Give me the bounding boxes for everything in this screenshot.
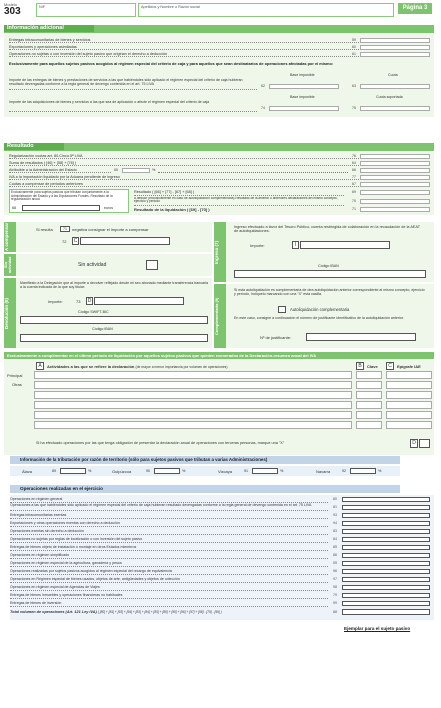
sin-actividad-text: Sin actividad (78, 262, 107, 268)
box-num-90: 90 (146, 469, 150, 473)
box-num-63: 63 (352, 84, 356, 88)
box-num-91: 91 (244, 469, 248, 473)
a-compensar-tab (4, 222, 16, 252)
box-83-input[interactable] (342, 529, 430, 534)
actividad-row-principal[interactable] (34, 371, 352, 379)
box-75-input[interactable] (360, 106, 430, 111)
box-60-input[interactable] (360, 45, 430, 50)
box-64-input[interactable] (360, 161, 430, 166)
box-71-input[interactable] (360, 207, 430, 212)
res-row-77: IVA a la importación liquidado por la Aduana pendiente de ingreso (9, 175, 377, 180)
ej-row-86: Operaciones en régimen simplificado (10, 553, 328, 559)
ej-row-93: Entregas intracomunitarias exentas (10, 513, 328, 519)
letter-c: C (386, 362, 394, 370)
ingreso-tab (214, 222, 226, 282)
pct-91: % (280, 469, 284, 473)
ultimo-periodo-title: Exclusivamente a cumplimentar en el último periodo de liquidación por aquellos sujetos pasivos que queden exonerados de la Declaración-resumen anual del IVA (7, 353, 317, 358)
box-num-80: 80 (333, 497, 337, 501)
box-num-97: 97 (333, 577, 337, 581)
box-num-64: 64 (352, 161, 356, 165)
ingreso-text: Ingreso efectuado a favor del Tesoro Público, cuenta restringida de colaboración en la recaudación de la AEAT de autoliquidaciones. (234, 225, 420, 234)
resultado-header (4, 143, 434, 151)
res-row-69: Resultado ( [66] + [77] - [67] + [68] ) (134, 190, 344, 196)
sin-actividad-vert-label: Sin actividad (4, 256, 12, 274)
clave-row-otras-1[interactable] (356, 381, 382, 389)
clave-row-otras-3[interactable] (356, 401, 382, 409)
col-base-2: Base imponible (290, 95, 315, 99)
euros-label: euros (104, 206, 113, 210)
ejercicio-header (10, 485, 400, 493)
box-num-88: 88 (333, 610, 337, 614)
ej-row-99: Entregas de bienes de inversión (10, 601, 328, 607)
caja-row-62: Importe de las entregas de bienes y prestaciones de servicios a las que habiéndoles sido aplicado el régimen especial del criterio de caja hubieran resultado devengadas conforme a la regla general de devengo contenida en el art. 75 LIVA (9, 78, 257, 90)
actividades-title: Actividades a las que se refiere la declaración (47, 364, 135, 369)
clave-row-principal[interactable] (356, 371, 382, 379)
actividades-label (47, 364, 228, 369)
letter-b: B (356, 362, 364, 370)
swift-label: Código SWIFT-BIC (78, 310, 109, 314)
box-86-input[interactable] (342, 553, 430, 558)
ej-row-85: Entregas de bienes objeto de instalación o montaje en otros Estados miembros (10, 545, 328, 551)
box-90-input[interactable] (154, 468, 180, 474)
nif-field[interactable] (36, 3, 136, 17)
terceros-checkbox[interactable] (419, 439, 430, 448)
res-row-76: Regularización cuotas art. 80.Cinco.5ª LIVA (9, 154, 377, 159)
ingreso-section (226, 222, 434, 282)
devolucion-label: Devolución (8) (4, 297, 9, 329)
box-93-input[interactable] (342, 513, 430, 518)
box-77-input[interactable] (360, 175, 430, 180)
ej-row-98: Operaciones en régimen especial de Agencias de Viajes (10, 585, 328, 591)
actividad-row-otras-3[interactable] (34, 401, 352, 409)
box-num-77: 77 (352, 175, 356, 179)
resultado-title: Resultado (4, 143, 64, 150)
col-base-1: Base imponible (290, 73, 315, 77)
nif-label: NIF (39, 5, 46, 9)
ingreso-label: Ingreso (7) (214, 240, 219, 264)
box-66-input[interactable] (360, 168, 430, 173)
box-num-95: 95 (333, 561, 337, 565)
info-row-60: Exportaciones y operaciones asimiladas (9, 45, 377, 50)
box-num-85: 85 (333, 545, 337, 549)
box-61-input[interactable] (360, 52, 430, 57)
page-label: Página 3 (402, 5, 428, 11)
box-92-input[interactable] (350, 468, 376, 474)
epigrafe-row-otras-4[interactable] (386, 411, 432, 419)
box-num-73: 73 (76, 299, 81, 304)
modelo-label: Modelo (4, 2, 18, 7)
devolucion-letter-d: D (87, 298, 92, 304)
box-num-86: 86 (333, 553, 337, 557)
box-88-input[interactable] (342, 609, 430, 615)
box-num-69: 69 (352, 190, 356, 194)
clave-row-otras-4[interactable] (356, 411, 382, 419)
ej-row-80: Operaciones en régimen general (10, 497, 328, 503)
ingreso-importe: Importe: (250, 243, 265, 248)
box-99-input[interactable] (342, 601, 430, 606)
epigrafe-label: Epígrafe IAE (397, 364, 421, 369)
box-num-89: 89 (52, 469, 56, 473)
caja-note: Exclusivamente para aquellos sujetos pasivos acogidos al régimen especial del criterio de caja y para aquellos que sean destinatarios de operaciones afectadas por el mismo: (9, 61, 334, 66)
box-95-input[interactable] (342, 561, 430, 566)
box-num-61: 61 (352, 52, 356, 56)
box-80-input[interactable] (342, 497, 430, 502)
info-adicional-header (4, 25, 434, 33)
ingreso-importe-input[interactable] (300, 241, 390, 249)
box-89-input[interactable] (60, 468, 86, 474)
sin-actividad-tab (4, 254, 16, 276)
box-num-96: 96 (333, 569, 337, 573)
box-num-81: 81 (333, 505, 337, 509)
a-compensar-section (16, 222, 212, 252)
compensar-num: 71 (60, 226, 70, 232)
devolucion-tab (4, 278, 16, 348)
complementaria-text2: En este caso, consigne a continuación el número de justificante identificativo de la autoliquidación anterior. (234, 316, 404, 320)
complementaria-section (226, 284, 434, 348)
complementaria-checkbox[interactable] (278, 306, 286, 313)
box-num-99: 99 (333, 601, 337, 605)
alava-label: Álava (22, 469, 33, 474)
actividad-row-otras-4[interactable] (34, 411, 352, 419)
complementaria-tab (214, 284, 226, 348)
ejercicio-title: Operaciones realizadas en el ejercicio (20, 486, 103, 491)
box-num-65: 65 (114, 168, 118, 172)
epigrafe-row-otras-1[interactable] (386, 381, 432, 389)
box-65-input[interactable] (122, 168, 150, 173)
principal-label: Principal (7, 373, 23, 378)
ingreso-letter-i: I (292, 241, 299, 249)
sin-actividad-checkbox[interactable] (146, 260, 158, 270)
box-num-72: 72 (62, 239, 67, 244)
page-badge (398, 3, 432, 14)
devolucion-section (16, 278, 212, 348)
box-num-74: 74 (261, 106, 265, 110)
epigrafe-row-principal[interactable] (386, 371, 432, 379)
box-74-input[interactable] (269, 106, 339, 111)
actividad-row-otras-5[interactable] (34, 421, 352, 429)
res-row-64: Suma de resultados ( [46] + [58] + [76] ) (9, 161, 377, 166)
res-row-66-dots (158, 172, 348, 173)
res-row-67: Cuotas a compensar de periodos anteriores (9, 182, 377, 187)
ingreso-iban-input[interactable] (234, 270, 426, 278)
box-76-input[interactable] (360, 154, 430, 159)
modelo-number: 303 (4, 6, 21, 17)
otras-label: Otras (12, 382, 22, 387)
box-num-79: 79 (333, 593, 337, 597)
nombre-label: Apellidos y Nombre o Razón social (141, 5, 200, 9)
box-96-input[interactable] (342, 569, 430, 574)
ingreso-iban-label: Código IBAN (318, 264, 339, 268)
box-num-98: 98 (333, 585, 337, 589)
ej-total-formula: ( [80] + [81] + [93] + [94] + [83] + [84] + [85] + [86] + [95] + [96] + [97] + [98] - [79] - [99] ) (97, 610, 222, 614)
info-row-61: Operaciones no sujetas o con inversión del sujeto pasivo que originan el derecho a deducción (9, 52, 377, 57)
box-num-93: 93 (333, 513, 337, 517)
justificante-label: Nº de justificante: (260, 335, 292, 340)
sin-actividad-section (16, 254, 212, 276)
pct-89: % (88, 469, 92, 473)
vizcaya-label: Vizcaya (218, 469, 232, 474)
res-row-71: Resultado de la liquidación ( [69] - [70] ) (134, 207, 210, 212)
ej-row-97: Operaciones en Régimen especial de bienes usados, objetos de arte, antigüedades y objetos de colección (10, 577, 328, 583)
regularizacion-text: Exclusivamente para sujetos pasivos que tributan conjuntamente a la Administración del Estado y a las Diputaciones Forales. Resultado de la regularización anual. (11, 190, 113, 202)
box-59-input[interactable] (360, 38, 430, 43)
box-91-input[interactable] (252, 468, 278, 474)
box-num-75: 75 (352, 106, 356, 110)
box-num-59: 59 (352, 38, 356, 42)
epigrafe-row-otras-5[interactable] (386, 421, 432, 429)
info-row-59: Entregas intracomunitarias de bienes y servicios (9, 38, 377, 43)
regularizacion-box (9, 189, 129, 213)
ej-row-95: Operaciones en régimen especial de la agricultura, ganadería y pesca (10, 561, 328, 567)
guipuzcoa-label: Guipúzcoa (112, 469, 132, 474)
nombre-field[interactable] (138, 3, 394, 17)
box-79-input[interactable] (342, 593, 430, 598)
actividad-row-otras-2[interactable] (34, 391, 352, 399)
box-84-input[interactable] (342, 537, 430, 542)
res-row-70: A deducir (exclusivamente en caso de autoliquidación complementaria) Resultado de la anterior o anteriores declaraciones del mismo concepto, ejercicio y período (134, 197, 344, 206)
box-67-input[interactable] (360, 182, 430, 187)
actividad-row-otras-1[interactable] (34, 381, 352, 389)
a-compensar-label: A compensar (4, 222, 9, 252)
compensar-text2: negativa consignar el importe a compensar (72, 227, 149, 232)
clave-row-otras-2[interactable] (356, 391, 382, 399)
box-num-62: 62 (261, 84, 265, 88)
box-num-76: 76 (352, 154, 356, 158)
navarra-label: Navarra (316, 469, 331, 474)
clave-row-otras-5[interactable] (356, 421, 382, 429)
ultimo-periodo-header (4, 352, 434, 359)
pct-90: % (182, 469, 186, 473)
box-72-input[interactable] (80, 237, 170, 245)
box-63-input[interactable] (360, 84, 430, 89)
justificante-input[interactable] (306, 333, 416, 341)
clave-label: Clave (367, 364, 378, 369)
compensar-letter-c: C (73, 238, 78, 244)
ej-row-96: Operaciones realizadas por sujetos pasivos acogidos al régimen especial del recargo de equivalencia (10, 569, 328, 575)
box-num-66: 66 (352, 168, 356, 172)
box-num-83: 83 (333, 529, 337, 533)
ej-row-81: Operaciones a las que habiéndoles sido aplicado el régimen especial del criterio de caja hubieran resultado devengadas conforme a la regla general de devengo contenida en el art. 75 LIVA (10, 503, 328, 511)
box-97-input[interactable] (342, 577, 430, 582)
ej-total-row (10, 609, 328, 615)
box-68-input[interactable] (22, 205, 100, 211)
box-69-input[interactable] (360, 190, 430, 195)
box-num-60: 60 (352, 45, 356, 49)
box-81-input[interactable] (342, 505, 430, 510)
complementaria-checkbox-label: Autoliquidación complementaria (290, 307, 350, 312)
epigrafe-row-otras-2[interactable] (386, 391, 432, 399)
actividades-grid (34, 371, 432, 431)
box-num-84: 84 (333, 537, 337, 541)
box-num-92: 92 (342, 469, 346, 473)
devolucion-iban-label: Código IBAN (92, 327, 113, 331)
footer-ejemplar: Ejemplar para el sujeto pasivo (344, 626, 411, 631)
pct-65: % (152, 168, 156, 172)
ej-total-label: Total volumen de operaciones (Art. 121 Ley IVA) (10, 610, 97, 614)
letter-a: A (36, 362, 44, 370)
modelo-box (4, 2, 28, 24)
pct-92: % (378, 469, 382, 473)
col-cuota: Cuota (388, 73, 398, 77)
letter-d: D (410, 439, 418, 448)
ej-row-79: Entregas de bienes inmuebles y operaciones financieras no habituales (10, 593, 328, 599)
swift-input[interactable] (20, 316, 208, 324)
box-num-94: 94 (333, 521, 337, 525)
devolucion-text: Manifiesto a la Delegación que al importe a devolver reflejado desde mi seo abonado mediante transferencia bancaria a la cuenta indicada de la que soy titular: (20, 281, 208, 289)
territorio-header (10, 456, 400, 464)
box-num-70: 70 (352, 199, 356, 203)
col-cuota-soportada: Cuota soportada (376, 95, 403, 99)
caja-row-74: Importe de las adquisiciones de bienes y servicios a las que sea de aplicación o afecte el régimen especial del criterio de caja (9, 100, 257, 112)
ej-row-83: Operaciones exentas sin derecho a deducción (10, 529, 328, 535)
terceros-text: Si ha efectuado operaciones por las que tenga obligación de presentar la declaración anual de operaciones con terceras personas, marque una "X" (36, 441, 285, 445)
box-98-input[interactable] (342, 585, 430, 590)
res-row-66: Atribuible a la Administración del Estado (9, 168, 111, 173)
box-85-input[interactable] (342, 545, 430, 550)
actividades-note: (de mayor a menor importancia por volumen de operaciones) (135, 365, 228, 369)
ej-row-84: Operaciones no sujetas por reglas de localización o con inversión del sujeto pasivo (10, 537, 328, 543)
ejercicio-rows (10, 495, 434, 620)
complementaria-text: Si esta autoliquidación es complementaria de otra autoliquidación anterior correspondiente al mismo concepto, ejercicio y período, indíquelo marcando con una "X" esta casilla. (234, 288, 425, 296)
box-num-67: 67 (352, 182, 356, 186)
territorio-title: Información de la tributación por razón de territorio (sólo para sujetos pasivos que tributan a varias Administraciones) (20, 457, 268, 462)
info-adicional-title: Información adicional (4, 25, 94, 32)
box-94-input[interactable] (342, 521, 430, 526)
compensar-text: Si resulta (36, 227, 53, 232)
complementaria-label: Complementaria (9) (214, 297, 219, 335)
box-73-input[interactable] (94, 297, 184, 305)
ej-row-94: Exportaciones y otras operaciones exentas con derecho a deducción (10, 521, 328, 527)
box-70-input[interactable] (360, 199, 430, 204)
epigrafe-row-otras-3[interactable] (386, 401, 432, 409)
box-num-71: 71 (352, 207, 356, 211)
box-num-68: 68 (12, 206, 16, 210)
devolucion-iban-input[interactable] (20, 334, 208, 342)
box-62-input[interactable] (269, 84, 339, 89)
devolucion-importe: Importe: (48, 299, 63, 304)
